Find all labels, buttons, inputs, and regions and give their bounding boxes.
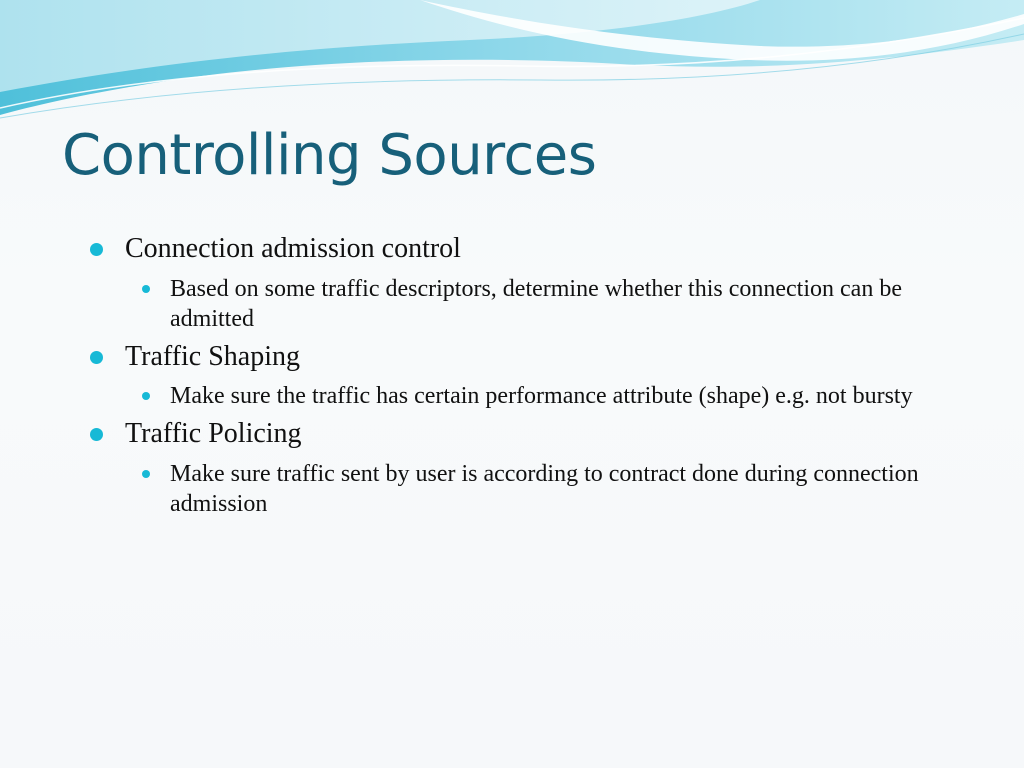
sub-bullet-item [88, 459, 968, 519]
bullet-item [88, 232, 968, 266]
sub-bullet-item [88, 274, 968, 334]
sub-bullet-text: Make sure the traffic has certain performance attribute (shape) e.g. not bursty [170, 383, 913, 410]
bullet-dot-icon [90, 428, 103, 441]
bullet-dot-icon [90, 351, 103, 364]
slide-title: Controlling Sources [62, 123, 597, 188]
bullet-text: Connection admission control [125, 233, 461, 264]
bullet-item [88, 340, 968, 374]
sub-bullet-text: Based on some traffic descriptors, determine whether this connection can be admitted [170, 275, 902, 332]
sub-bullet-item [88, 381, 968, 411]
bullet-dot-icon [90, 243, 103, 256]
sub-bullet-text: Make sure traffic sent by user is according to contract done during connection admission [170, 460, 919, 517]
bullet-list [88, 232, 968, 521]
bullet-text: Traffic Shaping [125, 340, 300, 372]
sub-bullet-dot-icon [142, 392, 150, 400]
bullet-item [88, 417, 968, 451]
header-wave-decoration [0, 0, 1024, 130]
sub-bullet-dot-icon [142, 470, 150, 478]
bullet-text: Traffic Policing [125, 418, 302, 450]
sub-bullet-dot-icon [142, 285, 150, 293]
